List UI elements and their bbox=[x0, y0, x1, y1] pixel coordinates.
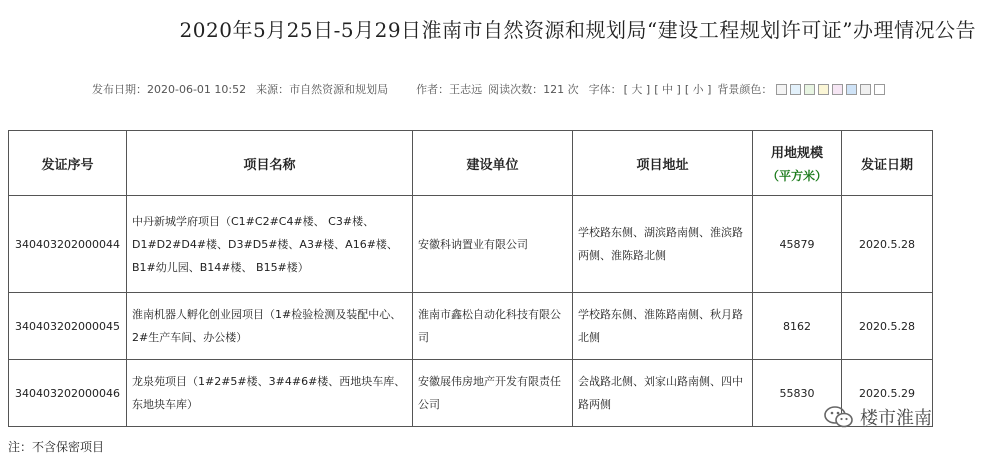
header-project-name: 项目名称 bbox=[127, 131, 413, 196]
reads-value: 121 次 bbox=[543, 83, 579, 96]
project-name-cell: 淮南机器人孵化创业园项目（1#检验检测及装配中心、2#生产车间、办公楼） bbox=[127, 293, 413, 360]
address-cell: 会战路北侧、刘家山路南侧、四中路两侧 bbox=[573, 360, 753, 427]
project-name-cell: 龙泉苑项目（1#2#5#楼、3#4#6#楼、西地块车库、东地块车库） bbox=[127, 360, 413, 427]
bg-color-swatch[interactable] bbox=[790, 84, 801, 95]
font-medium-button[interactable]: [ 中 ] bbox=[654, 83, 681, 96]
header-builder: 建设单位 bbox=[413, 131, 573, 196]
cert-no-cell: 340403202000046 bbox=[9, 360, 127, 427]
land-scale-cell: 8162 bbox=[753, 293, 842, 360]
publish-label: 发布日期： bbox=[92, 83, 147, 96]
header-address: 项目地址 bbox=[573, 131, 753, 196]
bg-color-swatch[interactable] bbox=[804, 84, 815, 95]
article-meta bbox=[92, 81, 885, 97]
page-title: 2020年5月25日-5月29日淮南市自然资源和规划局“建设工程规划许可证”办理情况公告 bbox=[179, 18, 976, 42]
header-cert-no: 发证序号 bbox=[9, 131, 127, 196]
watermark bbox=[824, 404, 932, 430]
bg-color-swatch[interactable] bbox=[776, 84, 787, 95]
header-issue-date: 发证日期 bbox=[842, 131, 933, 196]
address-cell: 学校路东侧、湖滨路南侧、淮滨路两侧、淮陈路北侧 bbox=[573, 196, 753, 293]
author-label: 作者： bbox=[416, 83, 450, 96]
land-scale-cell: 45879 bbox=[753, 196, 842, 293]
font-size-label: 字体： bbox=[588, 83, 622, 96]
header-land-scale-label: 用地规模 bbox=[770, 146, 823, 161]
table-header-row bbox=[9, 131, 933, 196]
builder-cell: 安徽科讷置业有限公司 bbox=[413, 196, 573, 293]
permit-table bbox=[8, 130, 933, 427]
publish-date: 2020-06-01 10:52 bbox=[147, 82, 247, 96]
bg-color-swatches bbox=[776, 84, 885, 95]
issue-date-cell: 2020.5.29 bbox=[842, 360, 933, 427]
bg-color-swatch[interactable] bbox=[846, 84, 857, 95]
bg-color-swatch[interactable] bbox=[860, 84, 871, 95]
source-label: 来源： bbox=[256, 83, 290, 96]
wechat-icon bbox=[824, 406, 854, 428]
watermark-text: 楼市淮南 bbox=[860, 408, 932, 429]
table-row bbox=[9, 196, 933, 293]
source-value: 市自然资源和规划局 bbox=[289, 83, 389, 96]
footnote: 注：不含保密项目 bbox=[8, 440, 105, 454]
land-scale-cell: 55830 bbox=[753, 360, 842, 427]
builder-cell: 淮南市鑫松自动化科技有限公司 bbox=[413, 293, 573, 360]
header-land-scale bbox=[753, 131, 842, 196]
issue-date-cell: 2020.5.28 bbox=[842, 293, 933, 360]
cert-no-cell: 340403202000045 bbox=[9, 293, 127, 360]
project-name-cell: 中丹新城学府项目（C1#C2#C4#楼、 C3#楼、D1#D2#D4#楼、D3#D5#楼、A3#楼、A16#楼、B1#幼儿园、B14#楼、 B15#楼） bbox=[127, 196, 413, 293]
table-row bbox=[9, 293, 933, 360]
bg-color-swatch[interactable] bbox=[818, 84, 829, 95]
issue-date-cell: 2020.5.28 bbox=[842, 196, 933, 293]
builder-cell: 安徽展伟房地产开发有限责任公司 bbox=[413, 360, 573, 427]
header-land-unit: （平方米） bbox=[766, 169, 827, 183]
bg-color-label: 背景颜色： bbox=[717, 83, 773, 96]
font-small-button[interactable]: [ 小 ] bbox=[684, 83, 712, 96]
bg-color-swatch[interactable] bbox=[874, 84, 885, 95]
font-large-button[interactable]: [ 大 ] bbox=[623, 83, 651, 96]
address-cell: 学校路东侧、淮陈路南侧、秋月路北侧 bbox=[573, 293, 753, 360]
table-row bbox=[9, 360, 933, 427]
bg-color-swatch[interactable] bbox=[832, 84, 843, 95]
author-value: 王志远 bbox=[449, 83, 483, 96]
cert-no-cell: 340403202000044 bbox=[9, 196, 127, 293]
reads-label: 阅读次数： bbox=[488, 83, 544, 96]
